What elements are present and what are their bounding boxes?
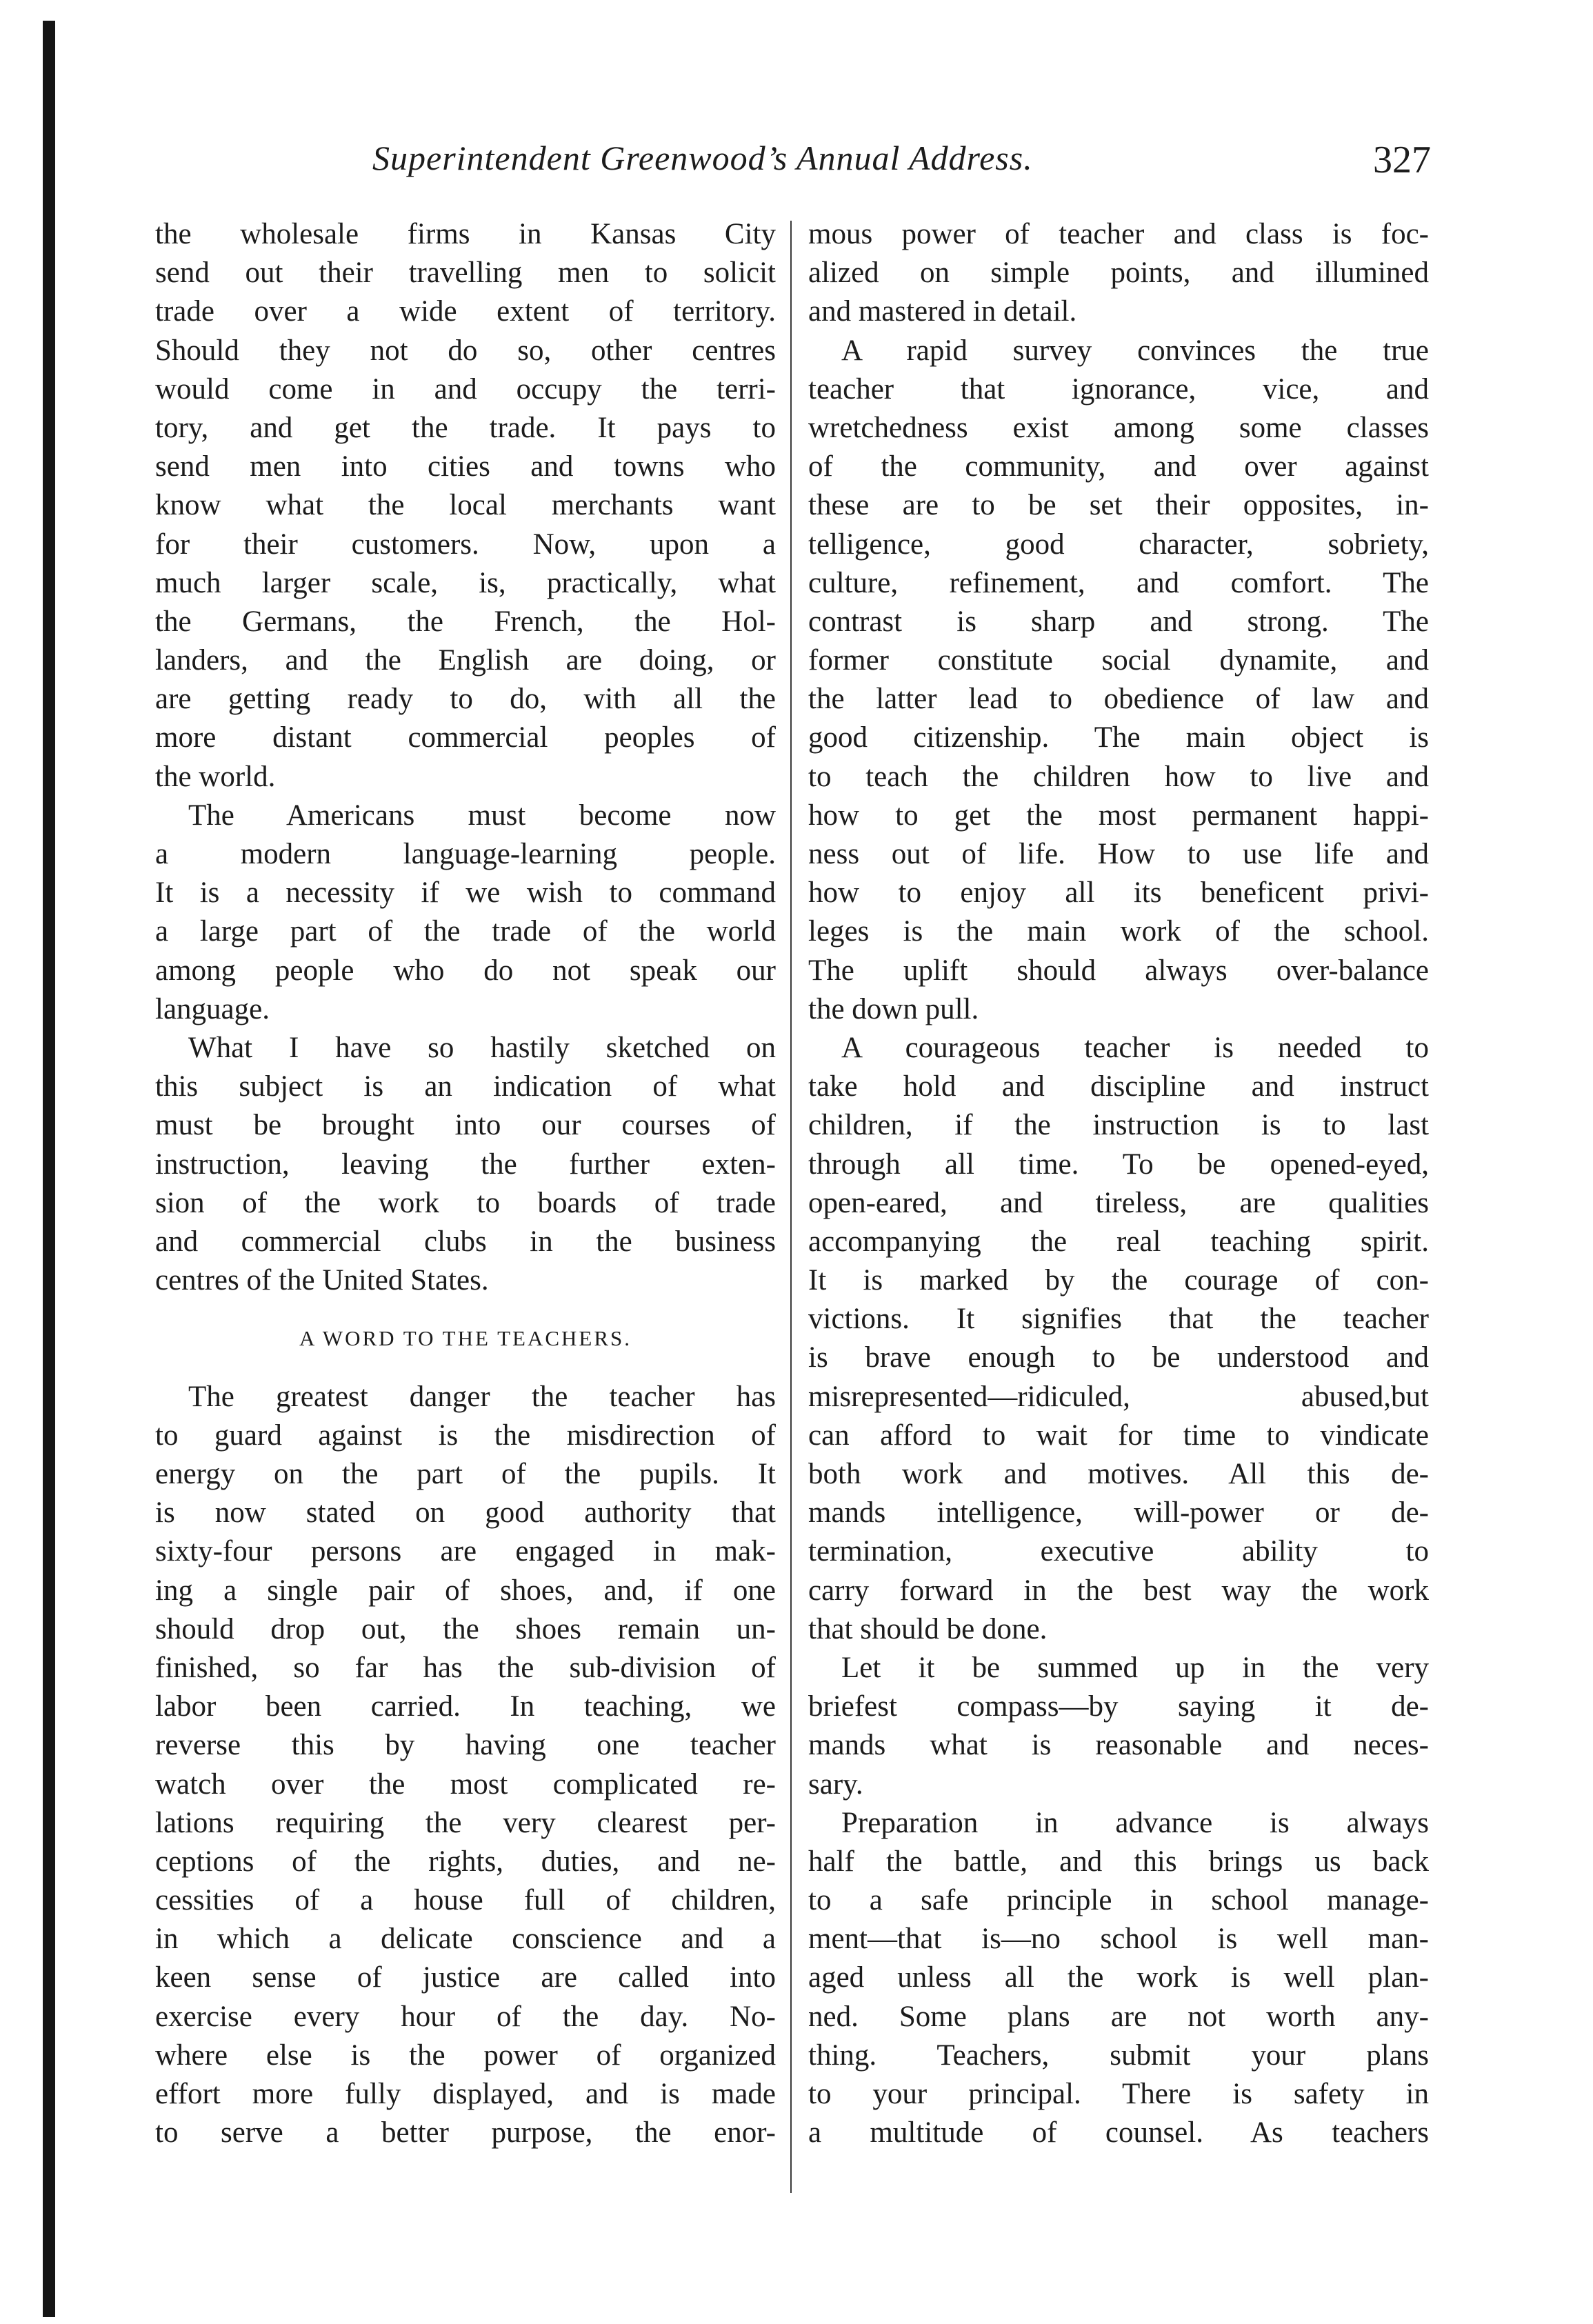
text-line: trade over a wide extent of territory. bbox=[155, 295, 776, 328]
text-line: finished, so far has the sub-division of bbox=[155, 1651, 776, 1684]
text-line: centres of the United States. bbox=[155, 1264, 489, 1297]
text-line: ned. Some plans are not worth any- bbox=[808, 2000, 1429, 2033]
text-line: would come in and occupy the terri- bbox=[155, 372, 776, 405]
text-line: how to get the most permanent happi- bbox=[808, 799, 1429, 832]
text-line: contrast is sharp and strong. The bbox=[808, 605, 1429, 638]
text-line: wretchedness exist among some classes bbox=[808, 411, 1429, 444]
text-line: the Germans, the French, the Hol- bbox=[155, 605, 776, 638]
text-line: cessities of a house full of children, bbox=[155, 1884, 776, 1917]
text-line: thing. Teachers, submit your plans bbox=[808, 2038, 1429, 2072]
text-line: are getting ready to do, with all the bbox=[155, 683, 776, 716]
text-line: telligence, good character, sobriety, bbox=[808, 528, 1429, 561]
text-line: for their customers. Now, upon a bbox=[155, 528, 776, 561]
text-line: labor been carried. In teaching, we bbox=[155, 1690, 776, 1723]
text-line: leges is the main work of the school. bbox=[808, 915, 1429, 948]
text-line: Should they not do so, other centres bbox=[155, 334, 776, 367]
text-line: the wholesale firms in Kansas City bbox=[155, 218, 776, 250]
text-line: The uplift should always over-balance bbox=[808, 954, 1429, 987]
text-line: watch over the most complicated re- bbox=[155, 1767, 776, 1801]
text-line: should drop out, the shoes remain un- bbox=[155, 1612, 776, 1645]
text-line: send men into cities and towns who bbox=[155, 450, 776, 483]
text-line: these are to be set their opposites, in- bbox=[808, 489, 1429, 522]
text-line: can afford to wait for time to vindicate bbox=[808, 1419, 1429, 1452]
text-line: ness out of life. How to use life and bbox=[808, 838, 1429, 870]
page-number: 327 bbox=[1373, 139, 1431, 181]
text-line: where else is the power of organized bbox=[155, 2038, 776, 2072]
text-line: accompanying the real teaching spirit. bbox=[808, 1225, 1429, 1258]
text-line: is brave enough to be understood and bbox=[808, 1341, 1429, 1374]
text-line: more distant commercial peoples of bbox=[155, 721, 776, 754]
text-line: victions. It signifies that the teacher bbox=[808, 1303, 1429, 1336]
text-line: a large part of the trade of the world bbox=[155, 915, 776, 948]
text-line: both work and motives. All this de- bbox=[808, 1458, 1429, 1490]
text-line: a modern language-learning people. bbox=[155, 838, 776, 870]
text-line: ing a single pair of shoes, and, if one bbox=[155, 1574, 776, 1607]
text-line: It is a necessity if we wish to command bbox=[155, 876, 776, 910]
text-line: must be brought into our courses of bbox=[155, 1109, 776, 1142]
text-line: former constitute social dynamite, and bbox=[808, 644, 1429, 677]
text-line: misrepresented—ridiculed, abused,but bbox=[808, 1380, 1429, 1413]
left-text-column bbox=[155, 215, 776, 2152]
text-line: to serve a better purpose, the enor- bbox=[155, 2116, 776, 2150]
text-line: take hold and discipline and instruct bbox=[808, 1070, 1429, 1103]
text-line: half the battle, and this brings us back bbox=[808, 1845, 1429, 1878]
text-line: effort more fully displayed, and is made bbox=[155, 2078, 776, 2111]
text-line: in which a delicate conscience and a bbox=[155, 1923, 776, 1956]
text-line: Let it be summed up in the very bbox=[841, 1651, 1429, 1684]
text-line: aged unless all the work is well plan- bbox=[808, 1961, 1429, 1994]
text-line: how to enjoy all its beneficent privi- bbox=[808, 876, 1429, 910]
text-line: briefest compass—by saying it de- bbox=[808, 1690, 1429, 1723]
text-line: open-eared, and tireless, are qualities bbox=[808, 1186, 1429, 1219]
section-heading: A WORD TO THE TEACHERS. bbox=[299, 1326, 632, 1351]
text-line: It is marked by the courage of con- bbox=[808, 1264, 1429, 1297]
text-line: sixty-four persons are engaged in mak- bbox=[155, 1535, 776, 1568]
text-line: carry forward in the best way the work bbox=[808, 1574, 1429, 1607]
text-line: ment—that is—no school is well man- bbox=[808, 1923, 1429, 1956]
running-head-title: Superintendent Greenwood’s Annual Address. bbox=[372, 139, 1033, 177]
text-line: alized on simple points, and illumined bbox=[808, 257, 1429, 290]
text-line: good citizenship. The main object is bbox=[808, 721, 1429, 754]
text-line: and mastered in detail. bbox=[808, 295, 1077, 328]
text-line: among people who do not speak our bbox=[155, 954, 776, 987]
text-line: The greatest danger the teacher has bbox=[188, 1380, 776, 1413]
text-line: mous power of teacher and class is foc- bbox=[808, 218, 1429, 250]
text-line: instruction, leaving the further exten- bbox=[155, 1148, 776, 1181]
text-line: tory, and get the trade. It pays to bbox=[155, 411, 776, 444]
text-line: children, if the instruction is to last bbox=[808, 1109, 1429, 1142]
column-divider bbox=[790, 221, 792, 2193]
text-line: Preparation in advance is always bbox=[841, 1806, 1429, 1839]
text-line: keen sense of justice are called into bbox=[155, 1961, 776, 1994]
page-binding-edge bbox=[43, 21, 55, 2317]
text-line: landers, and the English are doing, or bbox=[155, 644, 776, 677]
text-line: the world. bbox=[155, 760, 276, 793]
text-line: through all time. To be opened-eyed, bbox=[808, 1148, 1429, 1181]
text-line: the down pull. bbox=[808, 992, 979, 1025]
text-line: to a safe principle in school manage- bbox=[808, 1884, 1429, 1917]
text-line: to guard against is the misdirection of bbox=[155, 1419, 776, 1452]
text-line: lations requiring the very clearest per- bbox=[155, 1806, 776, 1839]
running-head bbox=[372, 131, 1455, 193]
text-line: the latter lead to obedience of law and bbox=[808, 683, 1429, 716]
text-line: teacher that ignorance, vice, and bbox=[808, 372, 1429, 405]
text-line: know what the local merchants want bbox=[155, 489, 776, 522]
text-line: mands what is reasonable and neces- bbox=[808, 1729, 1429, 1762]
text-line: The Americans must become now bbox=[188, 799, 776, 832]
text-line: A rapid survey convinces the true bbox=[841, 334, 1429, 367]
text-line: ceptions of the rights, duties, and ne- bbox=[155, 1845, 776, 1878]
text-line: of the community, and over against bbox=[808, 450, 1429, 483]
text-line: sary. bbox=[808, 1767, 863, 1801]
text-line: energy on the part of the pupils. It bbox=[155, 1458, 776, 1491]
text-line: sion of the work to boards of trade bbox=[155, 1186, 776, 1219]
text-line: A courageous teacher is needed to bbox=[841, 1031, 1429, 1064]
text-line: language. bbox=[155, 992, 270, 1025]
text-line: a multitude of counsel. As teachers bbox=[808, 2116, 1429, 2150]
text-line: termination, executive ability to bbox=[808, 1535, 1429, 1568]
text-line: is now stated on good authority that bbox=[155, 1496, 776, 1530]
text-line: What I have so hastily sketched on bbox=[188, 1031, 776, 1064]
text-line: and commercial clubs in the business bbox=[155, 1225, 776, 1258]
text-line: that should be done. bbox=[808, 1612, 1048, 1645]
text-line: mands intelligence, will-power or de- bbox=[808, 1496, 1429, 1530]
text-line: reverse this by having one teacher bbox=[155, 1729, 776, 1762]
text-line: this subject is an indication of what bbox=[155, 1070, 776, 1103]
text-line: exercise every hour of the day. No- bbox=[155, 2000, 776, 2033]
text-line: much larger scale, is, practically, what bbox=[155, 566, 776, 599]
text-line: culture, refinement, and comfort. The bbox=[808, 566, 1429, 599]
text-line: send out their travelling men to solicit bbox=[155, 257, 776, 290]
right-text-column bbox=[808, 215, 1429, 2152]
text-line: to teach the children how to live and bbox=[808, 760, 1429, 793]
text-line: to your principal. There is safety in bbox=[808, 2078, 1429, 2110]
